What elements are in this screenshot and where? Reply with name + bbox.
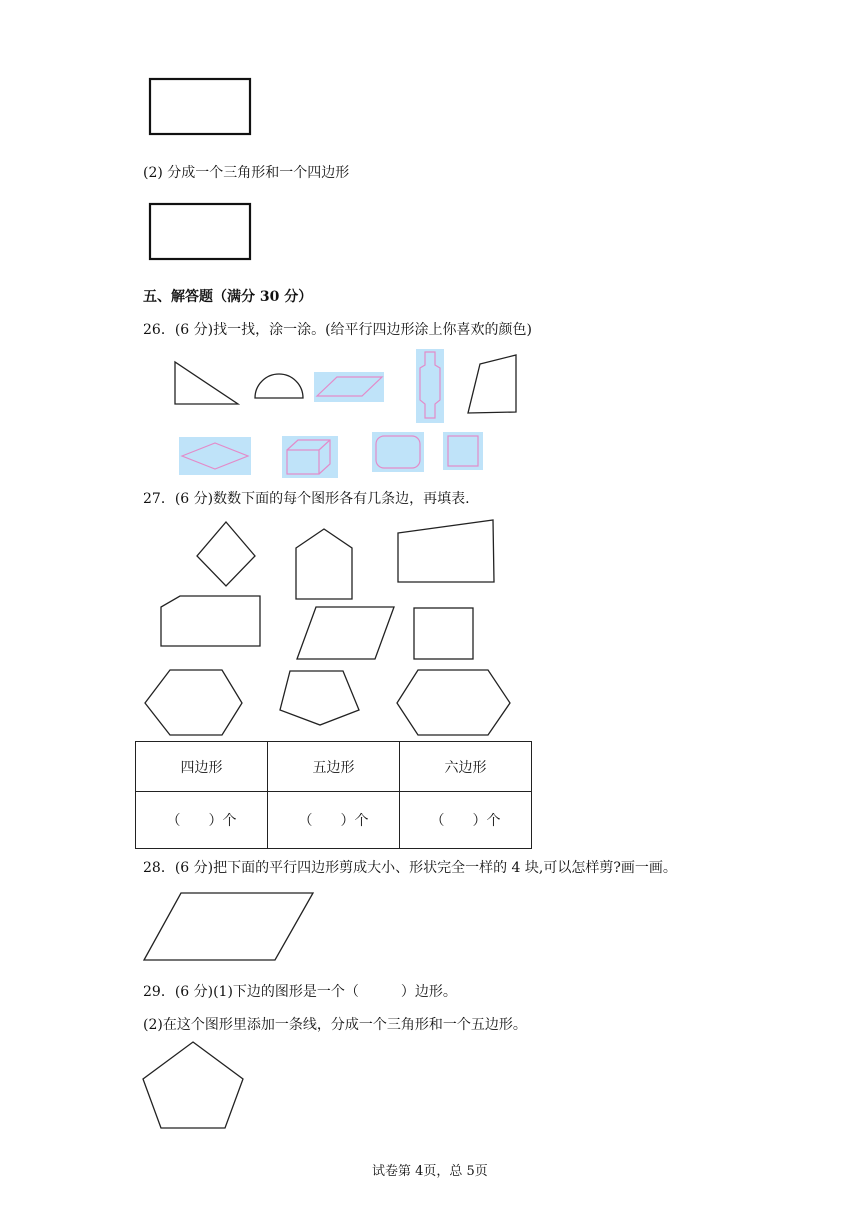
question-29-part-2: (2)在这个图形里添加一条线，分成一个三角形和一个五边形。 xyxy=(143,1017,527,1033)
question-26: 26．(6 分)找一找，涂一涂。(给平行四边形涂上你喜欢的颜色) xyxy=(143,322,533,338)
table-header-quadrilateral: 四边形 xyxy=(136,742,268,792)
table-header-pentagon: 五边形 xyxy=(268,742,400,792)
section-title: 五、解答题（满分 30 分） xyxy=(143,289,313,305)
sub-question-2: (2) 分成一个三角形和一个四边形 xyxy=(143,165,350,181)
page-footer: 试卷第 4页，总 5页 xyxy=(372,1164,488,1179)
table-cell-quadrilateral-count[interactable]: （ ）个 xyxy=(136,792,268,849)
question-29-part-1: 29．(6 分)(1)下边的图形是一个（ ）边形。 xyxy=(143,984,457,1000)
question-27: 27．(6 分)数数下面的每个图形各有几条边，再填表. xyxy=(143,491,470,507)
table-cell-pentagon-count[interactable]: （ ）个 xyxy=(268,792,400,849)
table-cell-hexagon-count[interactable]: （ ）个 xyxy=(400,792,532,849)
question-28: 28．(6 分)把下面的平行四边形剪成大小、形状完全一样的 4 块,可以怎样剪?画一画。 xyxy=(143,860,677,876)
table-header-hexagon: 六边形 xyxy=(400,742,532,792)
